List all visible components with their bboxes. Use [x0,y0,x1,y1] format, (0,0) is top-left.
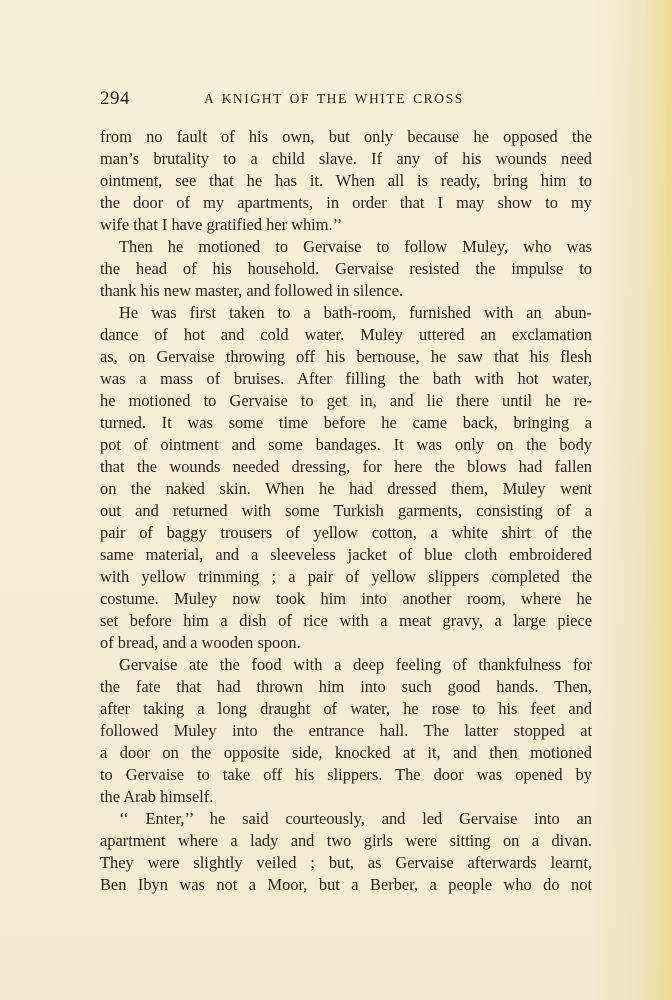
text-line: Gervaise ate the food with a deep feeling of thankfulness for [119,655,592,674]
text-line: ointment, see that he has it. When all is ready, bring him to [100,171,592,190]
text-line: Then he motioned to Gervaise to follow Muley, who was [119,237,592,256]
text-line: ‘‘ Enter,’’ he said courteously, and led Gervaise into an [119,809,592,828]
text-line: that the wounds needed dressing, for here the blows had fallen [100,457,592,476]
text-line: the door of my apartments, in order that I may show to my [100,193,592,212]
text-line: out and returned with some Turkish garments, consisting of a [100,501,592,520]
text-line: thank his new master, and followed in silence. [100,281,403,300]
text-line: He was first taken to a bath-room, furnished with an abun- [119,303,592,322]
text-line: pot of ointment and some bandages. It was only on the body [100,435,592,454]
text-line: apartment where a lady and two girls were sitting on a divan. [100,831,592,850]
text-line: the Arab himself. [100,787,214,806]
text-line: set before him a dish of rice with a meat gravy, a large piece [100,611,592,630]
text-line: to Gervaise to take off his slippers. The door was opened by [100,765,592,784]
text-line: turned. It was some time before he came back, bringing a [100,413,592,432]
text-line: dance of hot and cold water. Muley uttered an exclamation [100,325,592,344]
text-line: wife that I have gratified her whim.’’ [100,215,343,234]
text-line: he motioned to Gervaise to get in, and lie there until he re- [100,391,592,410]
text-line: of bread, and a wooden spoon. [100,633,301,652]
text-line: They were slightly veiled ; but, as Gervaise afterwards learnt, [100,853,592,872]
text-line: same material, and a sleeveless jacket of blue cloth embroidered [100,545,592,564]
running-title: A KNIGHT OF THE WHITE CROSS [204,91,464,106]
text-line: after taking a long draught of water, he rose to his feet and [100,699,592,718]
text-line: as, on Gervaise throwing off his bernouse, he saw that his flesh [100,347,592,366]
text-line: a door on the opposite side, knocked at it, and then motioned [100,743,592,762]
page-header [100,88,592,112]
text-line: from no fault of his own, but only because he opposed the [100,127,592,146]
text-line: with yellow trimming ; a pair of yellow slippers completed the [100,567,592,586]
text-line: on the naked skin. When he had dressed them, Muley went [100,479,592,498]
text-line: pair of baggy trousers of yellow cotton, a white shirt of the [100,523,592,542]
text-line: the head of his household. Gervaise resisted the impulse to [100,259,592,278]
body-text [100,126,592,896]
text-line: man’s brutality to a child slave. If any of his wounds need [100,149,592,168]
text-line: costume. Muley now took him into another room, where he [100,589,592,608]
text-line: was a mass of bruises. After filling the bath with hot water, [100,369,592,388]
text-line: the fate that had thrown him into such good hands. Then, [100,677,592,696]
text-line: Ben Ibyn was not a Moor, but a Berber, a people who do not [100,875,592,894]
text-line: followed Muley into the entrance hall. The latter stopped at [100,721,592,740]
page-number: 294 [100,88,130,109]
